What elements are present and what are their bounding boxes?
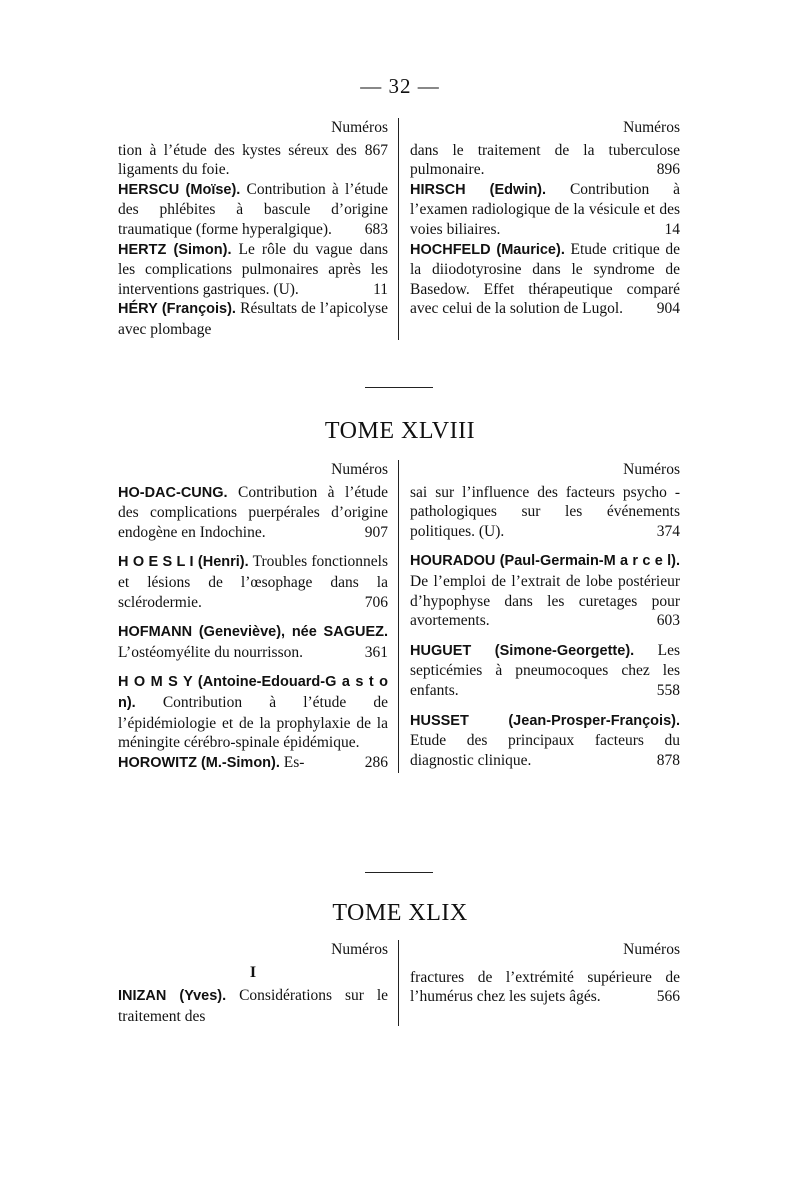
tome-heading: TOME XLIX xyxy=(332,900,468,926)
left-column xyxy=(118,118,399,340)
section-tome-xlix xyxy=(118,940,680,1026)
column-header: Numéros xyxy=(623,941,680,958)
alphabet-letter: I xyxy=(249,963,257,981)
index-entry: HERTZ (Simon). Le rôle du vague dans les complications pulmonaires après les interventions gastriques. (U). 11 xyxy=(118,240,388,298)
index-entry: HOURADOU (Paul-Germain-M a r c e l). De l’emploi de l’extrait de lobe postérieur d’hypophyse dans les curetages pour avortements. 603 xyxy=(410,553,680,630)
page-number: — 32 — xyxy=(360,74,440,98)
column-header: Numéros xyxy=(331,941,388,958)
section-tome-xlviii xyxy=(118,460,680,773)
left-column xyxy=(118,460,399,773)
index-entry: HO-DAC-CUNG. Contribution à l’étude des complications puerpérales d’origine endogène en Indochine. 907 xyxy=(118,483,388,541)
column-header: Numéros xyxy=(331,461,388,478)
index-entry: HÉRY (François). Résultats de l’apicolyse avec plombage xyxy=(118,300,389,338)
column-divider xyxy=(398,460,399,773)
index-entry: HOCHFELD (Maurice). Etude critique de la diiodotyrosine dans le syndrome de Basedow. Effet thérapeutique comparé avec celui de la solution de Lugol. 904 xyxy=(410,240,680,318)
index-entry: HIRSCH (Edwin). Contribution à l’examen radiologique de la vésicule et des voies biliaires. 14 xyxy=(410,180,680,238)
index-entry: HUGUET (Simone-Georgette). Les septicémies à pneumocoques chez les enfants. 558 xyxy=(410,641,681,699)
column-divider xyxy=(398,940,399,1026)
index-entry: INIZAN (Yves). Considérations sur le traitement des xyxy=(118,987,389,1025)
index-entry: fractures de l’extrémité supérieure de l’humérus chez les sujets âgés. 566 xyxy=(410,968,680,1006)
index-entry: 867 tion à l’étude des kystes séreux des ligaments du foie. xyxy=(118,141,388,179)
right-column xyxy=(399,940,680,1026)
section-tome-xlvii-continued xyxy=(118,118,680,340)
tome-heading: TOME XLVIII xyxy=(324,418,476,444)
separator-rule xyxy=(365,387,433,388)
right-column xyxy=(399,460,680,773)
separator-rule xyxy=(365,872,433,873)
index-entry: HOFMANN (Geneviève), née SAGUEZ. L’ostéomyélite du nourrisson. 361 xyxy=(118,624,388,661)
left-column xyxy=(118,940,399,1026)
index-entry: HERSCU (Moïse). Contribution à l’étude des phlébites à bascule d’origine traumatique (forme hyperalgique). 683 xyxy=(118,180,388,238)
index-entry: HUSSET (Jean-Prosper-François). Etude des principaux facteurs du diagnostic clinique. 878 xyxy=(410,712,680,769)
column-header: Numéros xyxy=(331,119,388,136)
index-entry: H O E S L I (Henri). Troubles fonctionnels et lésions de l’œsophage dans la sclérodermie. 706 xyxy=(118,553,388,611)
column-header: Numéros xyxy=(623,461,680,478)
column-header: Numéros xyxy=(623,119,680,136)
column-divider xyxy=(398,118,399,340)
right-column xyxy=(399,118,680,340)
index-entry: dans le traitement de la tuberculose pulmonaire. 896 xyxy=(410,141,680,179)
index-entry: HOROWITZ (M.-Simon). Es- xyxy=(118,753,305,771)
index-entry: H O M S Y (Antoine-Edouard-G a s t o n). Contribution à l’étude de l’épidémiologie et de la prophylaxie de la méningite cérébro-spinale épidémique. 286 xyxy=(118,674,388,771)
index-entry: sai sur l’influence des facteurs psycho - pathologiques sur les événements politiques. (U). 374 xyxy=(410,483,680,540)
